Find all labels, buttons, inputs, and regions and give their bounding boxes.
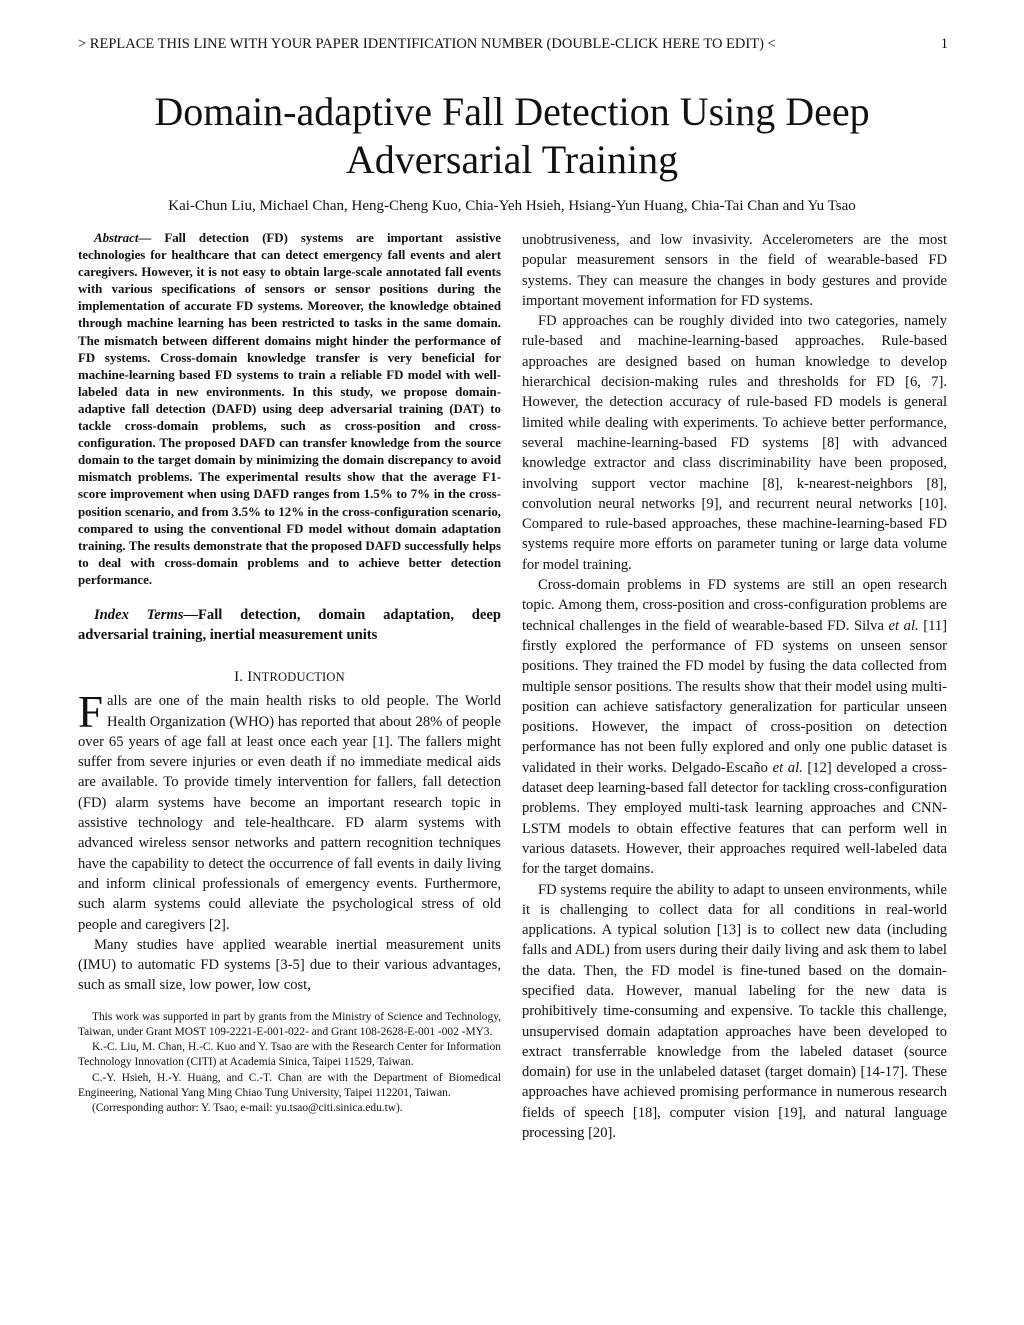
intro-p1-text: alls are one of the main health risks to old people. The World Health Organization (WHO) has reported that about 28% of people over 65 years of age fall at least once each year [1]. The fallers might suffer from severe injuries or even death if no immediate medical aids are available. To provide timely intervention for fallers, fall detection (FD) alarm systems have become an important research topic in assistive technology and tele-healthcare. FD alarm systems with advanced wireless sensor networks and pattern recognition techniques have the capability to detect the occurrence of fall events in daily living and inform clinical professionals of emergency events. Furthermore, such alarm systems could alleviate the psychological stress of old people and caregivers [2]. (78, 693, 501, 933)
index-terms (78, 605, 501, 645)
title-line-2: Adversarial Training (345, 137, 679, 182)
right-paragraph-3: FD systems require the ability to adapt to unseen environments, while it is challenging to collect data for all conditions in real-world applications. A typical solution [13] is to collect new data (including falls and ADL) from users during their daily living and ask them to label the data. Then, the FD model is fine-tuned based on the domain-specified data. However, manual labeling for the new data is prohibitively time-consuming and expensive. To tackle this challenge, unsupervised domain adaptation approaches have been developed to extract transferrable knowledge from the labeled dataset (source domain) for use in the unlabeled dataset (target domain) [14-17]. These approaches have achieved promising performance in numerous research fields of speech [18], computer vision [19], and natural language processing [20]. (522, 881, 947, 1142)
section-heading-introduction (78, 667, 501, 687)
et-al-1: et al. (888, 617, 919, 634)
footnote-affiliation-1: K.-C. Liu, M. Chan, H.-C. Kuo and Y. Tsao are with the Research Center for Information Technology Innovation (CITI) at Academia Sinica, Taipei 11529, Taiwan. (78, 1041, 501, 1069)
p2-text-a: Cross-domain problems in FD systems are still an open research topic. Among them, cross-position and cross-configuration problems are technical challenges in the field of wearable-based FD. Silva (522, 577, 947, 634)
right-paragraph-1: FD approaches can be roughly divided into two categories, namely rule-based and machine-learning-based approaches. Rule-based approaches are designed based on human knowledge to develop hierarchical decision-making rules and thresholds for FD [6, 7]. However, the detection accuracy of rule-based FD models is general limited while dealing with experiments. To achieve better performance, several machine-learning-based FD systems [8] with advanced knowledge extractor and class discriminability have been proposed, involving support vector machine [8], k-nearest-neighbors [8], convolution neural networks [9], and recurrent neural networks [10]. Compared to rule-based approaches, these machine-learning-based FD systems require more efforts on parameter tuning or large data volume for model training. (522, 313, 947, 573)
header-text: > REPLACE THIS LINE WITH YOUR PAPER IDENTIFICATION NUMBER (DOUBLE-CLICK HERE TO EDIT) < (78, 36, 776, 52)
footnote-funding: This work was supported in part by grants from the Ministry of Science and Technology, Taiwan, under Grant MOST 109-2221-E-001-022- and Grant 108-2628-E-001 -002 -MY3. (78, 1010, 501, 1038)
abstract-text: — Fall detection (FD) systems are important assistive technologies for healthcare that can detect emergency fall events and alert caregivers. However, it is not easy to obtain large-scale annotated fall events with various specifications of sensors or sensor positions during the implementation of accurate FD systems. Moreover, the knowledge obtained through machine learning has been restricted to tasks in the same domain. The mismatch between different domains might hinder the performance of FD systems. Cross-domain knowledge transfer is very beneficial for machine-learning based FD systems to train a reliable FD model with well-labeled data in new environments. In this study, we propose domain-adaptive fall detection (DAFD) using deep adversarial training (DAT) to tackle cross-domain problems, such as cross-position and cross-configuration. The proposed DAFD can transfer knowledge from the source domain to the target domain by minimizing the domain discrepancy to avoid mismatch problems. The experimental results show that the average F1-score improvement when using DAFD ranges from 1.5% to 7% in the cross-position scenario, and from 3.5% to 12% in the cross-configuration scenario, compared to using the conventional FD model without domain adaptation training. The results demonstrate that the proposed DAFD successfully helps to deal with cross-domain problems and to achieve better detection performance. (78, 231, 501, 587)
p2-text-b: [11] firstly explored the performance of FD systems on unseen sensor positions. They trained the FD model by fusing the data collected from multiple sensor positions. The results show that their model using multi-position can achieve satisfactory generalization for particular unseen positions. However, the impact of cross-position on detection performance has not been fully explored and only one public dataset is validated in their works. Delgado-Escaño (522, 617, 947, 776)
left-column (78, 230, 501, 1116)
drop-cap: F (78, 687, 104, 738)
page-number: 1 (940, 36, 948, 52)
footnote-affiliation-2: C.-Y. Hsieh, H.-Y. Huang, and C.-T. Chan are with the Department of Biomedical Engineering, National Yang Ming Chiao Tung University, Taipei 112201, Taiwan. (78, 1071, 501, 1099)
index-terms-lead: Index Terms (94, 606, 184, 623)
abstract (78, 230, 501, 589)
right-paragraph-2 (522, 575, 947, 879)
abstract-lead: Abstract (94, 231, 139, 245)
right-paragraph-0: unobtrusiveness, and low invasivity. Accelerometers are the most popular measurement sensors in the field of wearable-based FD systems. They can measure the changes in body gestures and provide important movement information for FD systems. (522, 232, 947, 309)
intro-paragraph-2: Many studies have applied wearable inertial measurement units (IMU) to automatic FD systems [3-5] due to their various advantages, such as small size, low power, low cost, (78, 936, 501, 994)
index-terms-text: —Fall detection, domain adaptation, deep adversarial training, inertial measurement units (78, 606, 501, 643)
title-line-1: Domain-adaptive Fall Detection Using Deep (154, 89, 870, 134)
section-numeral: I. I (234, 668, 253, 685)
right-column (522, 230, 947, 1143)
author-list: Kai-Chun Liu, Michael Chan, Heng-Cheng Kuo, Chia-Yeh Hsieh, Hsiang-Yun Huang, Chia-Tai Chan and Yu Tsao (168, 198, 856, 214)
et-al-2: et al. (772, 759, 803, 776)
p2-text-c: [12] developed a cross-dataset deep learning-based fall detector for tackling cross-configuration problems. They employed multi-task learning approaches and CNN-LSTM models to obtain effective features that can perform well in various datasets. However, their approaches required well-labeled data for the target domains. (522, 759, 947, 878)
footnotes (78, 1010, 501, 1116)
footnote-corresponding: (Corresponding author: Y. Tsao, e-mail: yu.tsao@citi.sinica.edu.tw). (92, 1101, 403, 1114)
section-name: NTRODUCTION (252, 669, 345, 684)
intro-paragraph-1 (78, 687, 501, 935)
paper-title (0, 88, 1024, 184)
running-header (78, 36, 948, 53)
